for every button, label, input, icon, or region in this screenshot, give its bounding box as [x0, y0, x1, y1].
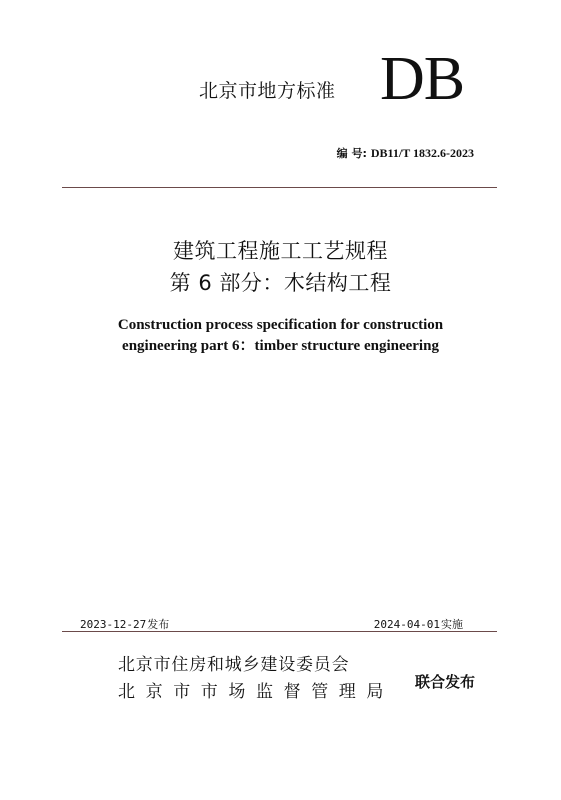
- issue-date-value: 2023-12-27: [80, 618, 147, 631]
- doc-number-value: DB11/T 1832.6-2023: [370, 146, 474, 160]
- chinese-title-line-1: 建筑工程施工工艺规程: [173, 239, 388, 263]
- english-title-line-2: engineering part 6：timber structure engineering: [122, 338, 439, 354]
- chinese-title-line-2: 第 6 部分：木结构工程: [169, 271, 392, 295]
- doc-number: [337, 145, 474, 161]
- effective-date: [374, 616, 463, 632]
- english-title-line-1: Construction process specification for construction: [117, 317, 444, 333]
- bottom-divider: [62, 631, 497, 632]
- joint-issue-label: 联合发布: [415, 673, 476, 691]
- effective-date-suffix: 实施: [441, 618, 463, 631]
- publisher-housing-commission: 北京市住房和城乡建设委员会: [118, 655, 350, 675]
- standard-type-label: 北京市地方标准: [199, 80, 336, 102]
- english-title: [0, 315, 561, 357]
- issue-date: [80, 616, 169, 632]
- publisher-market-supervision: 北京市市场监督管理局: [118, 682, 394, 702]
- publisher-list: [118, 652, 394, 706]
- top-divider: [62, 187, 497, 188]
- doc-number-label: 编 号:: [336, 147, 367, 160]
- issue-date-suffix: 发布: [147, 618, 170, 631]
- chinese-title: [0, 235, 561, 299]
- db-mark: DB: [380, 45, 465, 113]
- effective-date-value: 2024-04-01: [373, 618, 440, 631]
